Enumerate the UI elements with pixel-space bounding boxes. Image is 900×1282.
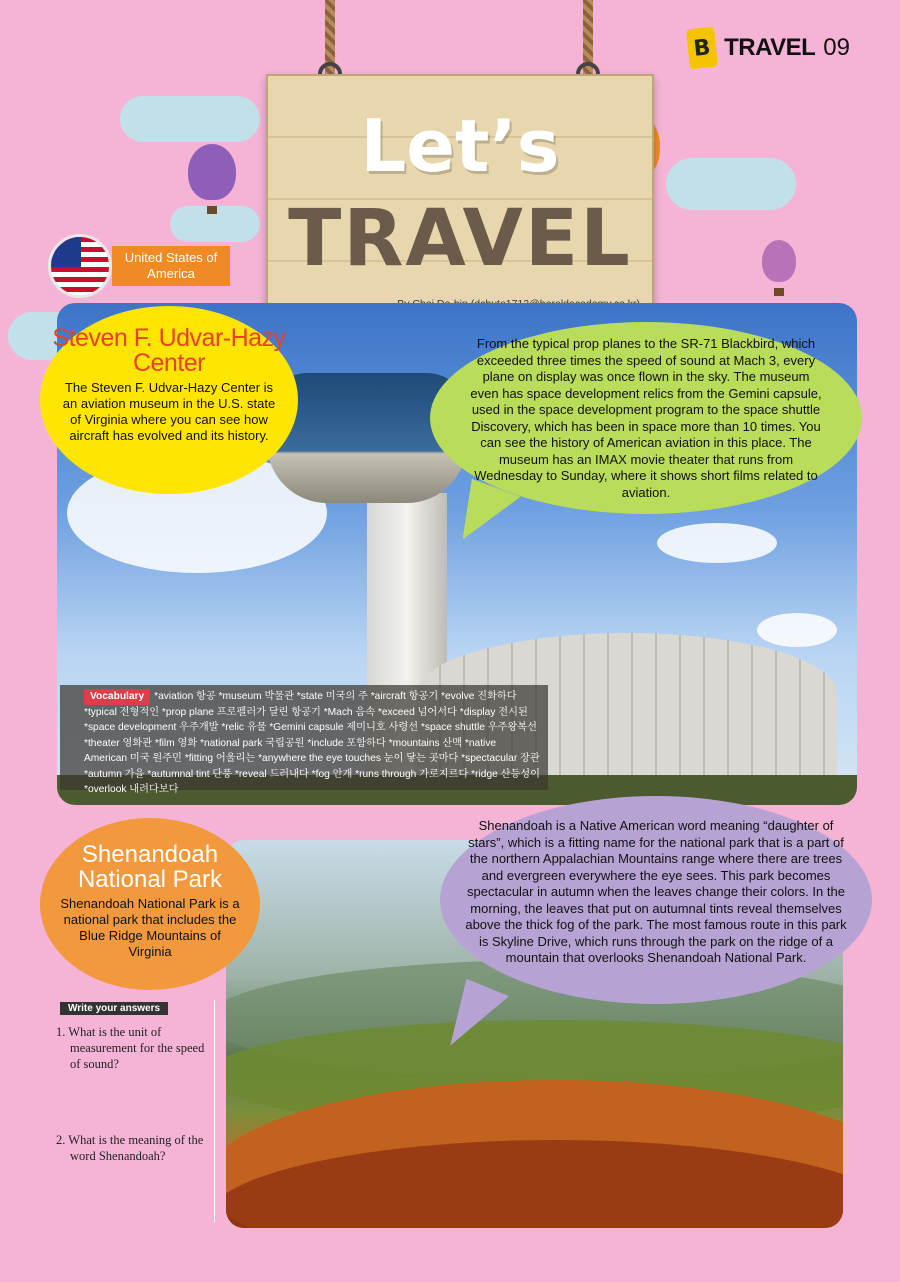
photo-cloud — [657, 523, 777, 563]
park-intro-bubble — [40, 818, 260, 990]
photo-cloud — [757, 613, 837, 647]
museum-history-bubble — [430, 322, 862, 514]
country-label: United States of America — [112, 246, 230, 286]
vocabulary-text: *aviation 항공 *museum 박물관 *state 미국의 주 *aircraft 항공기 *evolve 진화하다 *typical 전형적인 *prop plane 프로펠러가 달린 항공기 *Mach 음속 *exceed 넘어서다 *display 전시된 *space development 우주개발 *relic 유물 *Gemini capsule 제미니호 사령선 *space shuttle 우주왕복선 *theater 영화관 *film 영화 *national park 국립공원 *include 포함하다 *mountains 산맥 *native American 미국 원주민 *fitting 어울리는 *anywhere the eye touches 눈이 닿는 곳마다 *spectacular 장관 *autumn 가을 *autumnal tint 단풍 *reveal 드러내다 *fog 안개 *runs through 가로지르다 *ridge 산등성이 *overlook 내려다보다 — [84, 691, 540, 795]
museum-intro: The Steven F. Udvar-Hazy Center is an aviation museum in the U.S. state of Virginia where you can see how aircraft has evolved and its history. — [62, 380, 276, 443]
cloud-icon — [666, 158, 796, 210]
cloud-icon — [120, 96, 260, 142]
park-intro: Shenandoah National Park is a national park that includes the Blue Ridge Mountains of Virginia — [60, 896, 240, 959]
vocabulary-box — [60, 685, 548, 795]
section-header — [688, 28, 850, 68]
title-line-1: Let’s — [360, 104, 560, 188]
park-description-bubble — [440, 796, 872, 1004]
page-number: 09 — [823, 34, 850, 61]
question-2: 2. What is the meaning of the word Shenandoah? — [56, 1133, 204, 1163]
divider — [214, 1000, 215, 1222]
write-answers-label: Write your answers — [60, 1002, 168, 1015]
section-name: TRAVEL — [724, 34, 816, 61]
park-description: Shenandoah is a Native American word meaning “daughter of stars”, which is a fitting name for the national park that is a part of the northern Appalachian Mountains range where there are trees and evergreen everywhere the eye sees. This park becomes spectacular in autumn when the leaves change their colors. In the morning, the leaves that put on autumnal tints reveal themselves above the thick fog of the park. The most famous route in this park is Skyline Drive, which runs through the park on the ridge of a mountain that overlooks Shenandoah National Park. — [465, 818, 847, 965]
title-sign — [266, 74, 654, 322]
park-title: Shenandoah National Park — [77, 841, 223, 893]
museum-title: Steven F. Udvar-Hazy Center — [52, 324, 286, 377]
us-flag-icon — [48, 234, 112, 298]
museum-intro-bubble — [40, 306, 298, 494]
hot-air-balloon-icon — [188, 144, 236, 200]
question-1: 1. What is the unit of measurement for the speed of sound? — [56, 1025, 205, 1071]
museum-history: From the typical prop planes to the SR-71 Blackbird, which exceeded three times the speed of sound at Mach 3, every plane on display was once flown in the sky. The museum even has space development relics from the Gemini capsule, used in the space development program to the space shuttle Discovery, which has been in space more than 10 times. You can see the history of American aviation in this place. The museum has an IMAX movie theater that runs from Wednesday to Sunday, where it shows short films related to aviation. — [470, 336, 822, 500]
hot-air-balloon-icon — [762, 240, 796, 282]
vocabulary-label: Vocabulary — [84, 689, 150, 705]
section-logo-icon: B — [686, 27, 718, 70]
title-line-2: TRAVEL — [288, 194, 632, 284]
